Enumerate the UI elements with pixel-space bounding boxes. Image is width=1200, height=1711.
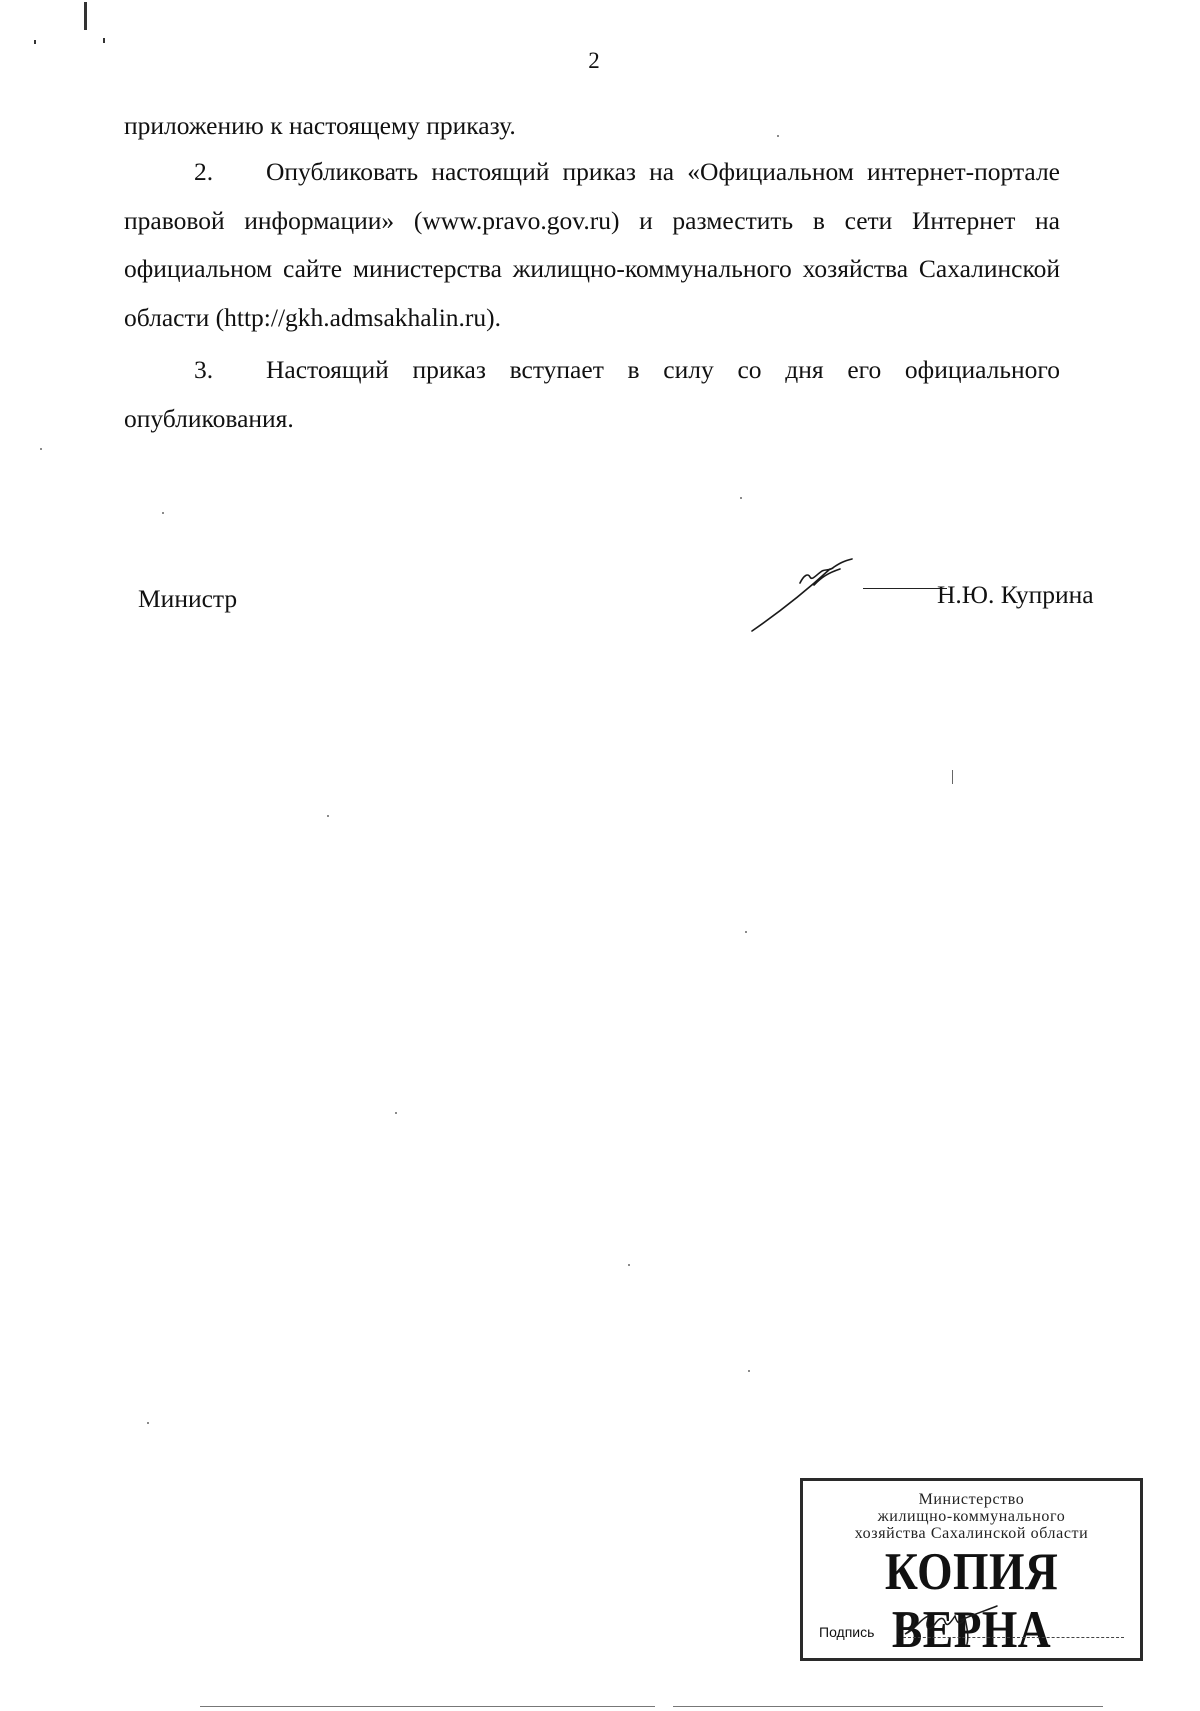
scan-speck bbox=[327, 815, 329, 817]
stamp-org-line: Министерство bbox=[918, 1491, 1025, 1508]
paragraph-number: 3. bbox=[194, 355, 214, 384]
paragraph-item-3 bbox=[124, 346, 1060, 443]
stamp-sign-label: Подпись bbox=[819, 1624, 875, 1640]
scan-mark bbox=[84, 2, 87, 30]
scan-speck bbox=[740, 497, 742, 499]
scan-speck bbox=[628, 1264, 630, 1266]
scan-speck bbox=[748, 1370, 750, 1372]
handwritten-signature bbox=[748, 555, 858, 635]
stamp-org-line: жилищно-коммунального bbox=[877, 1508, 1066, 1525]
scan-speck bbox=[162, 512, 164, 514]
bottom-edge-line bbox=[673, 1706, 1103, 1707]
scan-mark bbox=[103, 38, 105, 43]
paragraph-number: 2. bbox=[194, 157, 214, 186]
stamp-organization bbox=[803, 1491, 1140, 1542]
scan-speck bbox=[952, 770, 953, 784]
scan-mark bbox=[34, 40, 36, 44]
paragraph-continuation: приложению к настоящему приказу. bbox=[124, 111, 516, 140]
scan-speck bbox=[395, 1112, 397, 1114]
bottom-edge-line bbox=[200, 1706, 395, 1707]
stamp-title: КОПИЯ ВЕРНА bbox=[884, 1543, 1059, 1659]
paragraph-text: Опубликовать настоящий приказ на «Официальном интернет-портале правовой информации» (www.pravo.gov.ru) и разместить в сети Интернет на официальном сайте министерства жилищно-коммунального хозяйства Сахалинской области (http://gkh.admsakhalin.ru). bbox=[124, 157, 1060, 332]
signatory-name: Н.Ю. Куприна bbox=[937, 580, 1094, 609]
scan-speck bbox=[777, 135, 779, 137]
stamp-signature bbox=[891, 1600, 1001, 1646]
bottom-edge-line bbox=[395, 1706, 655, 1707]
signature-line bbox=[863, 588, 947, 589]
scan-speck bbox=[147, 1422, 149, 1424]
scan-speck bbox=[745, 931, 747, 933]
certification-stamp bbox=[800, 1478, 1143, 1661]
signatory-position: Министр bbox=[138, 584, 238, 613]
scan-speck bbox=[40, 448, 42, 450]
paragraph-text: Настоящий приказ вступает в силу со дня его официального опубликования. bbox=[124, 355, 1060, 433]
page-number: 2 bbox=[588, 48, 600, 73]
stamp-org-line: хозяйства Сахалинской области bbox=[854, 1525, 1089, 1542]
paragraph-item-2 bbox=[124, 148, 1060, 342]
